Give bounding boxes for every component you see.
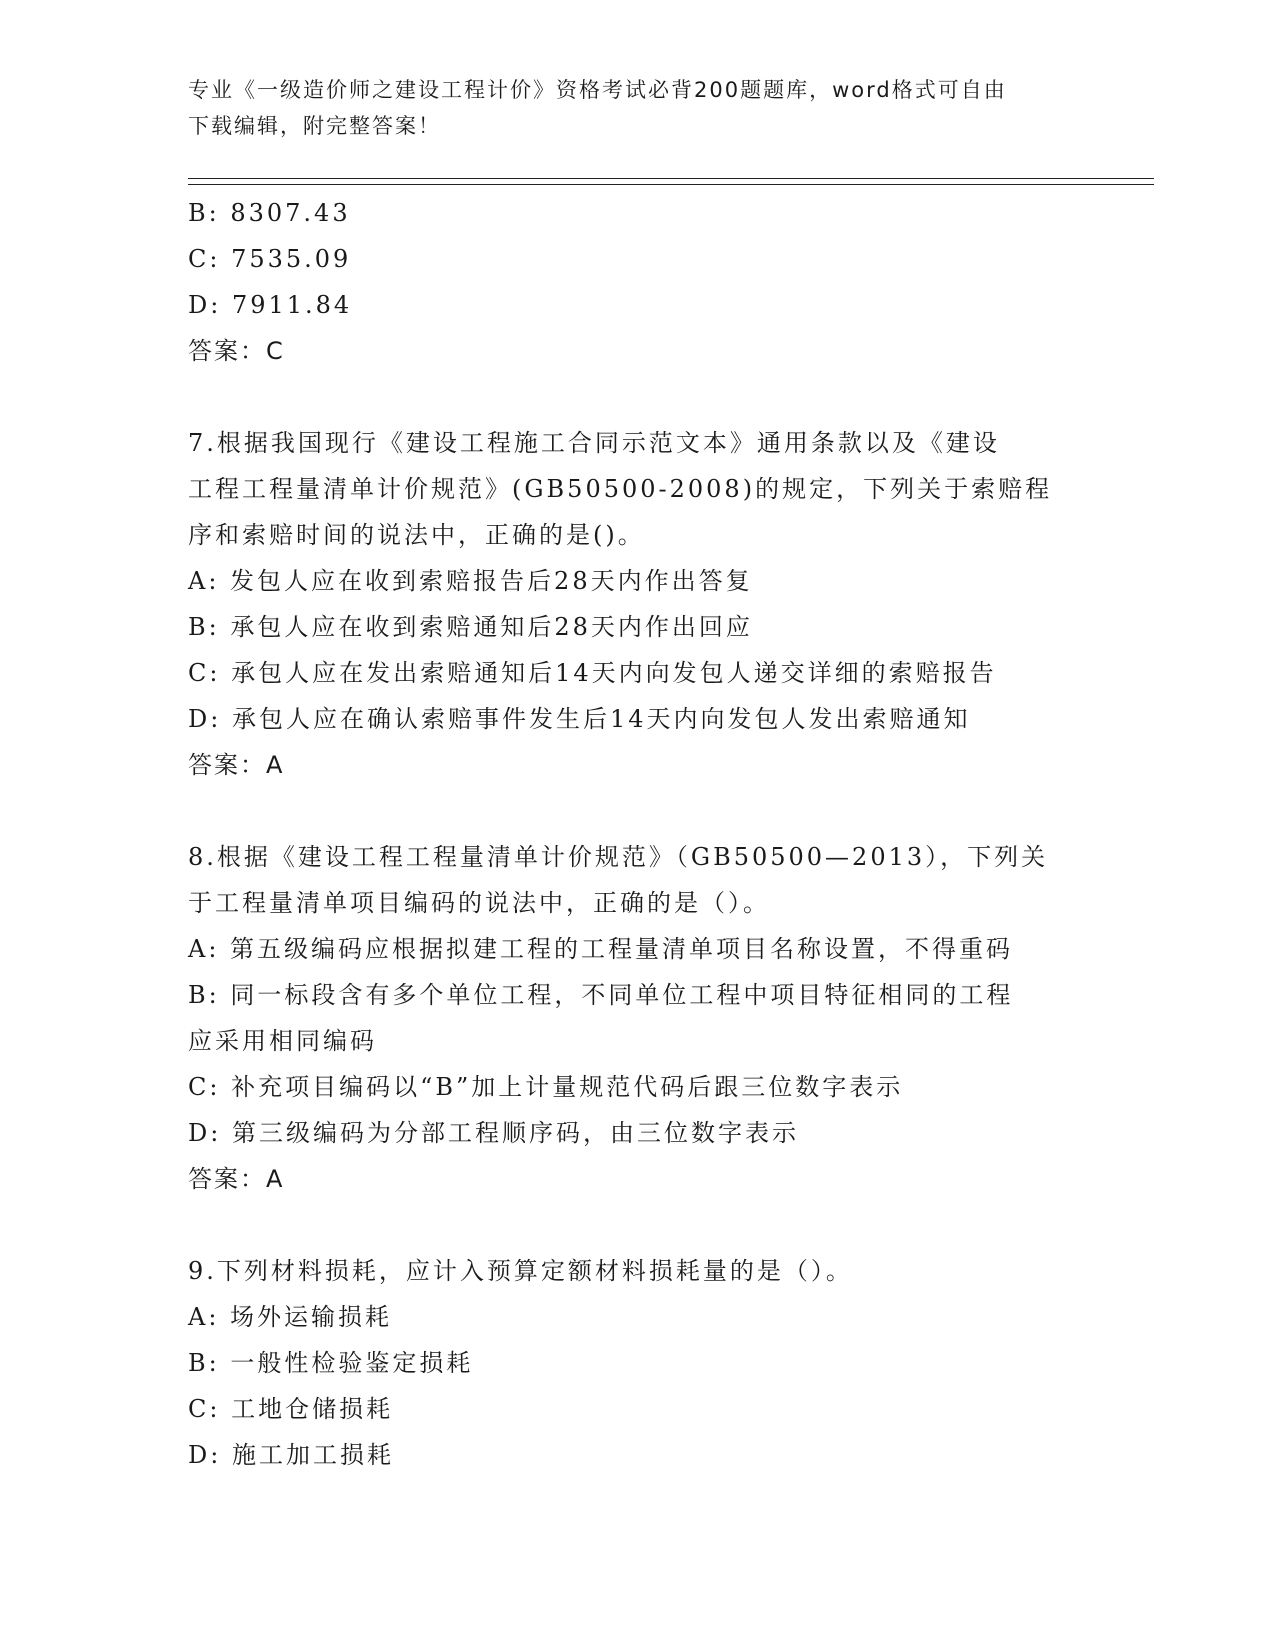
question-list <box>188 190 1088 1478</box>
question-stem-line: 8.根据《建设工程工程量清单计价规范》（GB50500—2013），下列关 <box>188 843 1049 871</box>
option-b: B: 一般性检验鉴定损耗 <box>188 1349 474 1377</box>
option-c: C: 7535.09 <box>188 245 352 273</box>
option-a: A: 第五级编码应根据拟建工程的工程量清单项目名称设置，不得重码 <box>188 935 1014 963</box>
question-stem-line: 工程工程量清单计价规范》(GB50500-2008)的规定，下列关于索赔程 <box>188 475 1053 503</box>
question-9 <box>188 1248 1088 1478</box>
question-stem-line: 9.下列材料损耗，应计入预算定额材料损耗量的是（）。 <box>188 1257 853 1285</box>
answer: 答案：A <box>188 1165 285 1193</box>
option-d: D: 7911.84 <box>188 291 353 319</box>
option-b: B: 承包人应在收到索赔通知后28天内作出回应 <box>188 613 753 641</box>
spacer <box>188 374 1088 420</box>
option-d: D: 第三级编码为分部工程顺序码，由三位数字表示 <box>188 1119 799 1147</box>
option-d: D: 施工加工损耗 <box>188 1441 394 1469</box>
header-divider-bottom <box>188 184 1154 185</box>
page-header <box>188 72 1088 144</box>
question-stem-line: 于工程量清单项目编码的说法中，正确的是（）。 <box>188 889 770 917</box>
question-stem-line: 序和索赔时间的说法中，正确的是()。 <box>188 521 645 549</box>
header-title-line-1: 专业《一级造价师之建设工程计价》资格考试必背200题题库，word格式可自由 <box>188 78 1007 102</box>
question-6-tail <box>188 190 1088 374</box>
option-c: C: 承包人应在发出索赔通知后14天内向发包人递交详细的索赔报告 <box>188 659 997 687</box>
spacer <box>188 788 1088 834</box>
option-b-continued: 应采用相同编码 <box>188 1027 377 1055</box>
answer: 答案：C <box>188 337 285 365</box>
header-divider-top <box>188 178 1154 179</box>
question-stem-line: 7.根据我国现行《建设工程施工合同示范文本》通用条款以及《建设 <box>188 429 1000 457</box>
question-7 <box>188 420 1088 788</box>
option-d: D: 承包人应在确认索赔事件发生后14天内向发包人发出索赔通知 <box>188 705 971 733</box>
option-b: B: 同一标段含有多个单位工程，不同单位工程中项目特征相同的工程 <box>188 981 1014 1009</box>
question-8 <box>188 834 1088 1202</box>
header-title-line-2: 下载编辑，附完整答案！ <box>188 114 441 138</box>
option-a: A: 场外运输损耗 <box>188 1303 393 1331</box>
option-c: C: 工地仓储损耗 <box>188 1395 394 1423</box>
answer: 答案：A <box>188 751 285 779</box>
option-c: C: 补充项目编码以“B”加上计量规范代码后跟三位数字表示 <box>188 1073 904 1101</box>
option-a: A: 发包人应在收到索赔报告后28天内作出答复 <box>188 567 753 595</box>
spacer <box>188 1202 1088 1248</box>
option-b: B: 8307.43 <box>188 199 351 227</box>
